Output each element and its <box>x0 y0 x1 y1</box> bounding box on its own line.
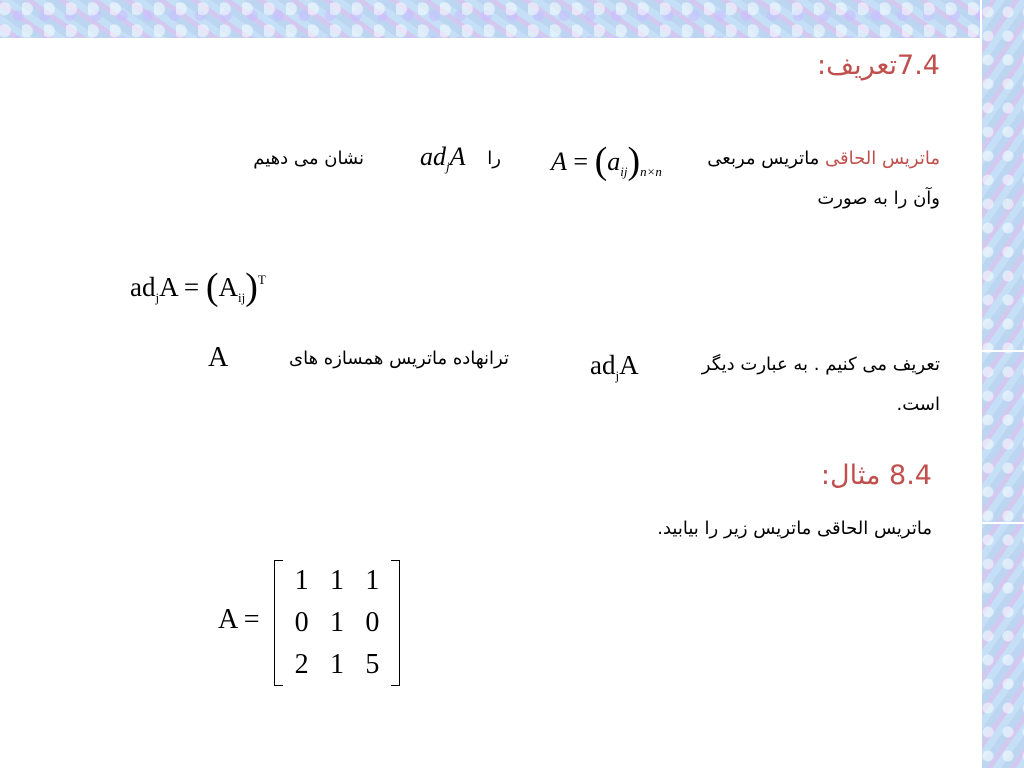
definition-heading: 7.4تعریف: <box>817 50 940 81</box>
matrix-cell: 0 <box>294 607 309 638</box>
example-matrix <box>274 560 400 686</box>
example-matrix-label: A = <box>218 604 260 635</box>
border-seam <box>980 350 1024 352</box>
term-adjugate: ماتریس الحاقی <box>825 148 940 169</box>
adjugate-definition-formula: $ad_jA = (A_{ij})^T$ <box>130 266 266 308</box>
matrix-cell: 1 <box>329 607 344 638</box>
example-heading: 8.4 مثال: <box>820 460 932 491</box>
matrix-cell: 1 <box>365 565 380 596</box>
paragraph-2-transpose-text: ترانهاده ماتریس همسازه های <box>289 348 509 369</box>
example-instruction: ماتریس الحاقی ماتریس زیر را بیابید. <box>657 518 932 539</box>
matrix-cell: 0 <box>365 607 380 638</box>
adj-a-inline-2: $ad_jA$ <box>590 350 639 383</box>
matrix-cells <box>284 560 390 686</box>
definition-line-2: وآن را به صورت <box>817 188 940 209</box>
matrix-left-bracket <box>274 560 283 686</box>
decorative-top-border <box>0 0 1024 38</box>
matrix-name-a: A <box>208 342 229 373</box>
paragraph-2-line-2: است. <box>896 394 940 415</box>
adj-a-inline: $ad_jA$ <box>420 142 466 174</box>
matrix-cell: 1 <box>294 565 309 596</box>
matrix-cell: 1 <box>329 565 344 596</box>
definition-line-1 <box>707 146 940 172</box>
matrix-cell: 1 <box>329 649 344 680</box>
matrix-a-formula: $A = (a_{ij})_{n\times n}$ <box>551 140 662 182</box>
definition-text: ماتریس مربعی <box>707 148 826 169</box>
matrix-cell: 5 <box>365 649 380 680</box>
matrix-cell: 2 <box>294 649 309 680</box>
matrix-right-bracket <box>391 560 400 686</box>
definition-text-ra: را <box>487 148 501 169</box>
decorative-right-border <box>980 0 1024 768</box>
border-seam <box>980 522 1024 524</box>
paragraph-2-line-1: تعریف می کنیم . به عبارت دیگر <box>701 354 940 375</box>
definition-text-show: نشان می دهیم <box>253 148 364 169</box>
